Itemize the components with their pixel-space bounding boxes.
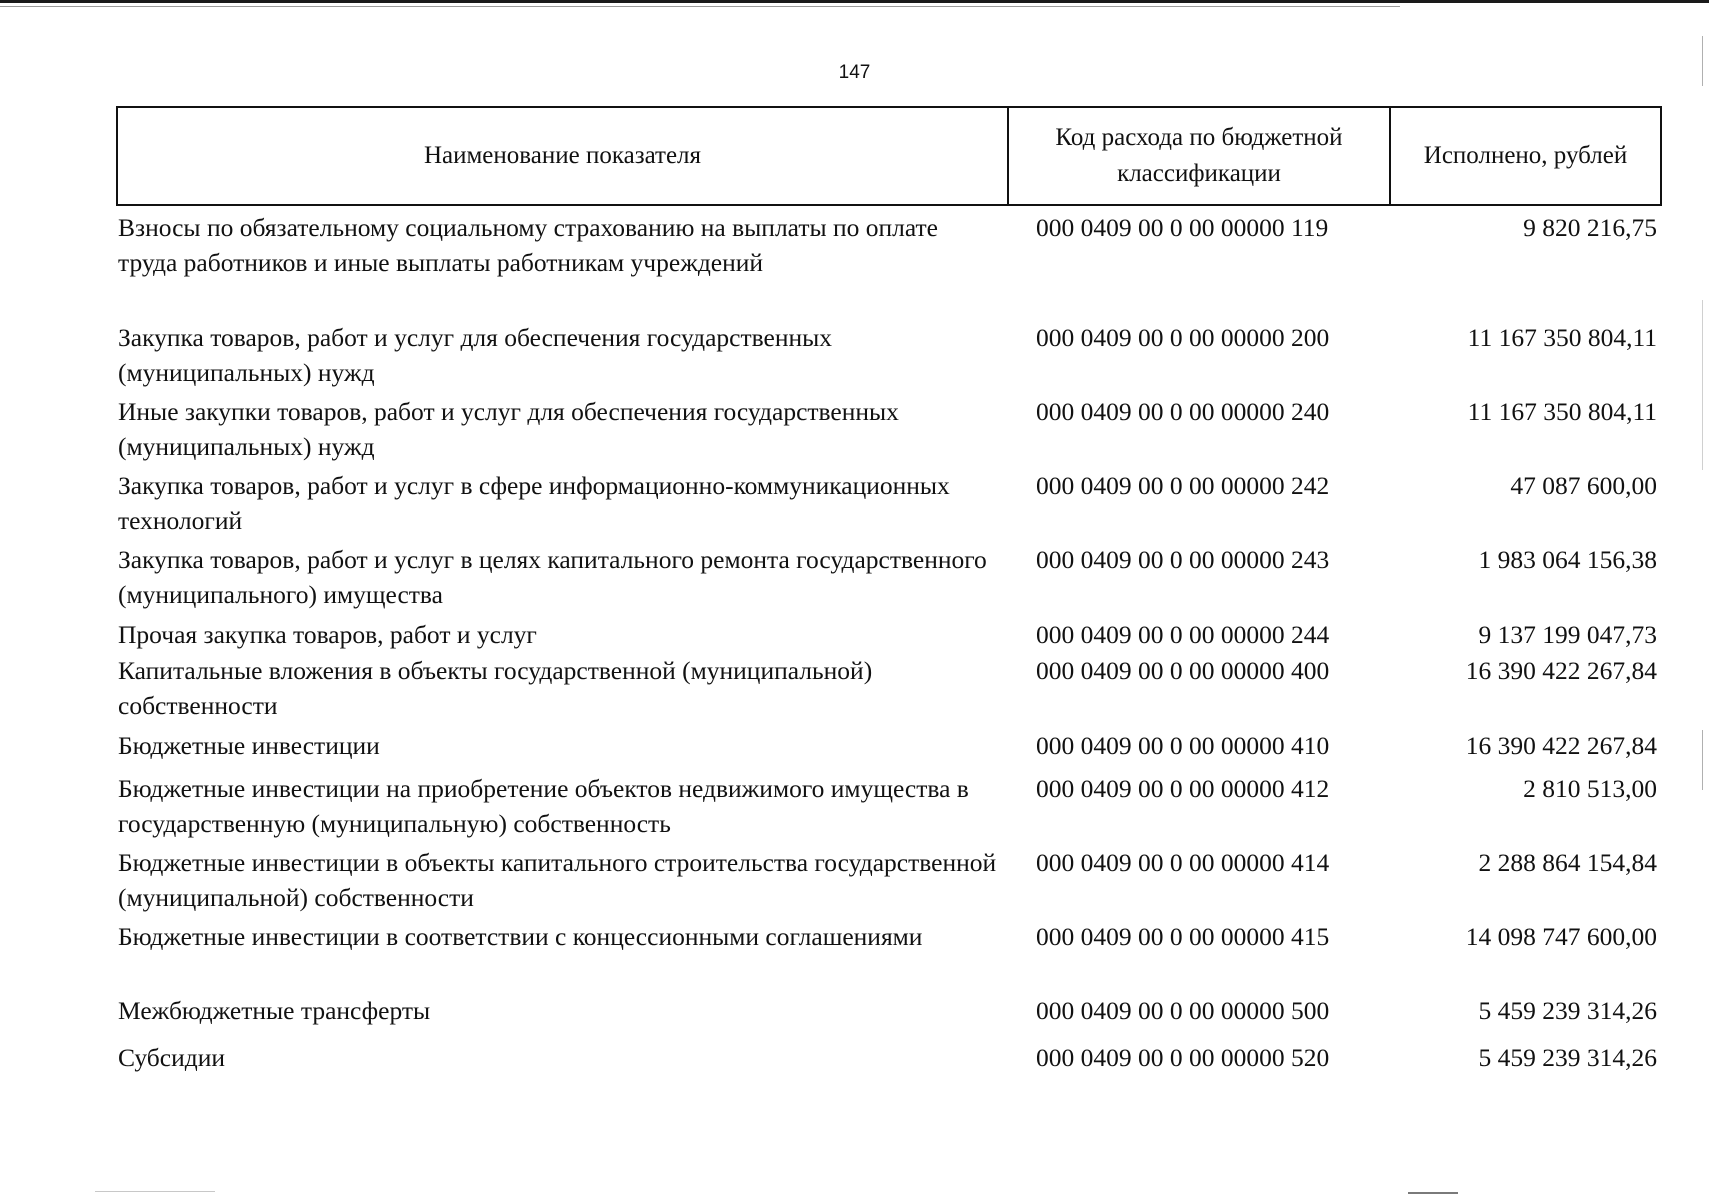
row-code: 000 0409 00 0 00 00000 415 bbox=[1036, 922, 1330, 951]
row-name: Бюджетные инвестиции в объекты капитального строительства государственной (муниципальной) собственности bbox=[118, 848, 997, 912]
row-amount: 9 820 216,75 bbox=[1523, 213, 1657, 242]
scan-margin-mark bbox=[1702, 730, 1703, 790]
header-amount: Исполнено, рублей bbox=[1423, 142, 1628, 169]
row-code: 000 0409 00 0 00 00000 500 bbox=[1036, 996, 1330, 1025]
row-amount: 1 983 064 156,38 bbox=[1478, 545, 1657, 574]
row-name: Прочая закупка товаров, работ и услуг bbox=[118, 620, 537, 649]
row-name: Капитальные вложения в объекты государственной (муниципальной) собственности bbox=[118, 656, 873, 720]
row-code: 000 0409 00 0 00 00000 119 bbox=[1036, 213, 1329, 242]
table-header bbox=[116, 106, 1662, 206]
row-name: Субсидии bbox=[118, 1043, 225, 1072]
row-amount: 5 459 239 314,26 bbox=[1478, 996, 1657, 1025]
row-name: Взносы по обязательному социальному страхованию на выплаты по оплате труда работников и иные выплаты работникам учреждений bbox=[118, 213, 938, 277]
row-name: Иные закупки товаров, работ и услуг для обеспечения государственных (муниципальных) нужд bbox=[118, 397, 899, 461]
row-code: 000 0409 00 0 00 00000 414 bbox=[1036, 848, 1330, 877]
row-name: Закупка товаров, работ и услуг в целях капитального ремонта государственного (муниципального) имущества bbox=[118, 545, 987, 609]
row-amount: 16 390 422 267,84 bbox=[1465, 731, 1657, 760]
row-name: Межбюджетные трансферты bbox=[118, 996, 431, 1025]
row-name: Бюджетные инвестиции bbox=[118, 731, 380, 760]
row-code: 000 0409 00 0 00 00000 412 bbox=[1036, 774, 1330, 803]
row-code: 000 0409 00 0 00 00000 242 bbox=[1036, 471, 1330, 500]
row-amount: 47 087 600,00 bbox=[1510, 471, 1657, 500]
row-code: 000 0409 00 0 00 00000 400 bbox=[1036, 656, 1330, 685]
row-code: 000 0409 00 0 00 00000 200 bbox=[1036, 323, 1330, 352]
row-name: Бюджетные инвестиции в соответствии с концессионными соглашениями bbox=[118, 922, 923, 951]
row-amount: 9 137 199 047,73 bbox=[1478, 620, 1657, 649]
row-code: 000 0409 00 0 00 00000 240 bbox=[1036, 397, 1330, 426]
scan-margin-mark bbox=[1702, 36, 1703, 86]
row-amount: 14 098 747 600,00 bbox=[1465, 922, 1657, 951]
row-code: 000 0409 00 0 00 00000 520 bbox=[1036, 1043, 1330, 1072]
row-amount: 16 390 422 267,84 bbox=[1465, 656, 1657, 685]
row-amount: 11 167 350 804,11 bbox=[1467, 397, 1657, 426]
row-code: 000 0409 00 0 00 00000 243 bbox=[1036, 545, 1330, 574]
top-border-thin-line bbox=[0, 6, 1400, 7]
row-name: Закупка товаров, работ и услуг для обеспечения государственных (муниципальных) нужд bbox=[118, 323, 833, 387]
row-amount: 2 810 513,00 bbox=[1523, 774, 1657, 803]
row-name: Бюджетные инвестиции на приобретение объектов недвижимого имущества в государственную (муниципальную) собственность bbox=[118, 774, 969, 838]
header-code: Код расхода по бюджетной классификации bbox=[1009, 108, 1391, 204]
scan-margin-mark bbox=[1702, 300, 1703, 470]
header-name: Наименование показателя bbox=[118, 108, 1009, 204]
scan-bottom-mark bbox=[95, 1191, 215, 1192]
scan-bottom-mark bbox=[1408, 1192, 1458, 1194]
row-name: Закупка товаров, работ и услуг в сфере информационно-коммуникационных технологий bbox=[118, 471, 950, 535]
row-amount: 5 459 239 314,26 bbox=[1478, 1043, 1657, 1072]
row-code: 000 0409 00 0 00 00000 244 bbox=[1036, 620, 1330, 649]
row-amount: 2 288 864 154,84 bbox=[1478, 848, 1657, 877]
row-amount: 11 167 350 804,11 bbox=[1467, 323, 1657, 352]
page-number: 147 bbox=[838, 62, 871, 83]
top-border-line bbox=[0, 0, 1709, 3]
row-code: 000 0409 00 0 00 00000 410 bbox=[1036, 731, 1330, 760]
